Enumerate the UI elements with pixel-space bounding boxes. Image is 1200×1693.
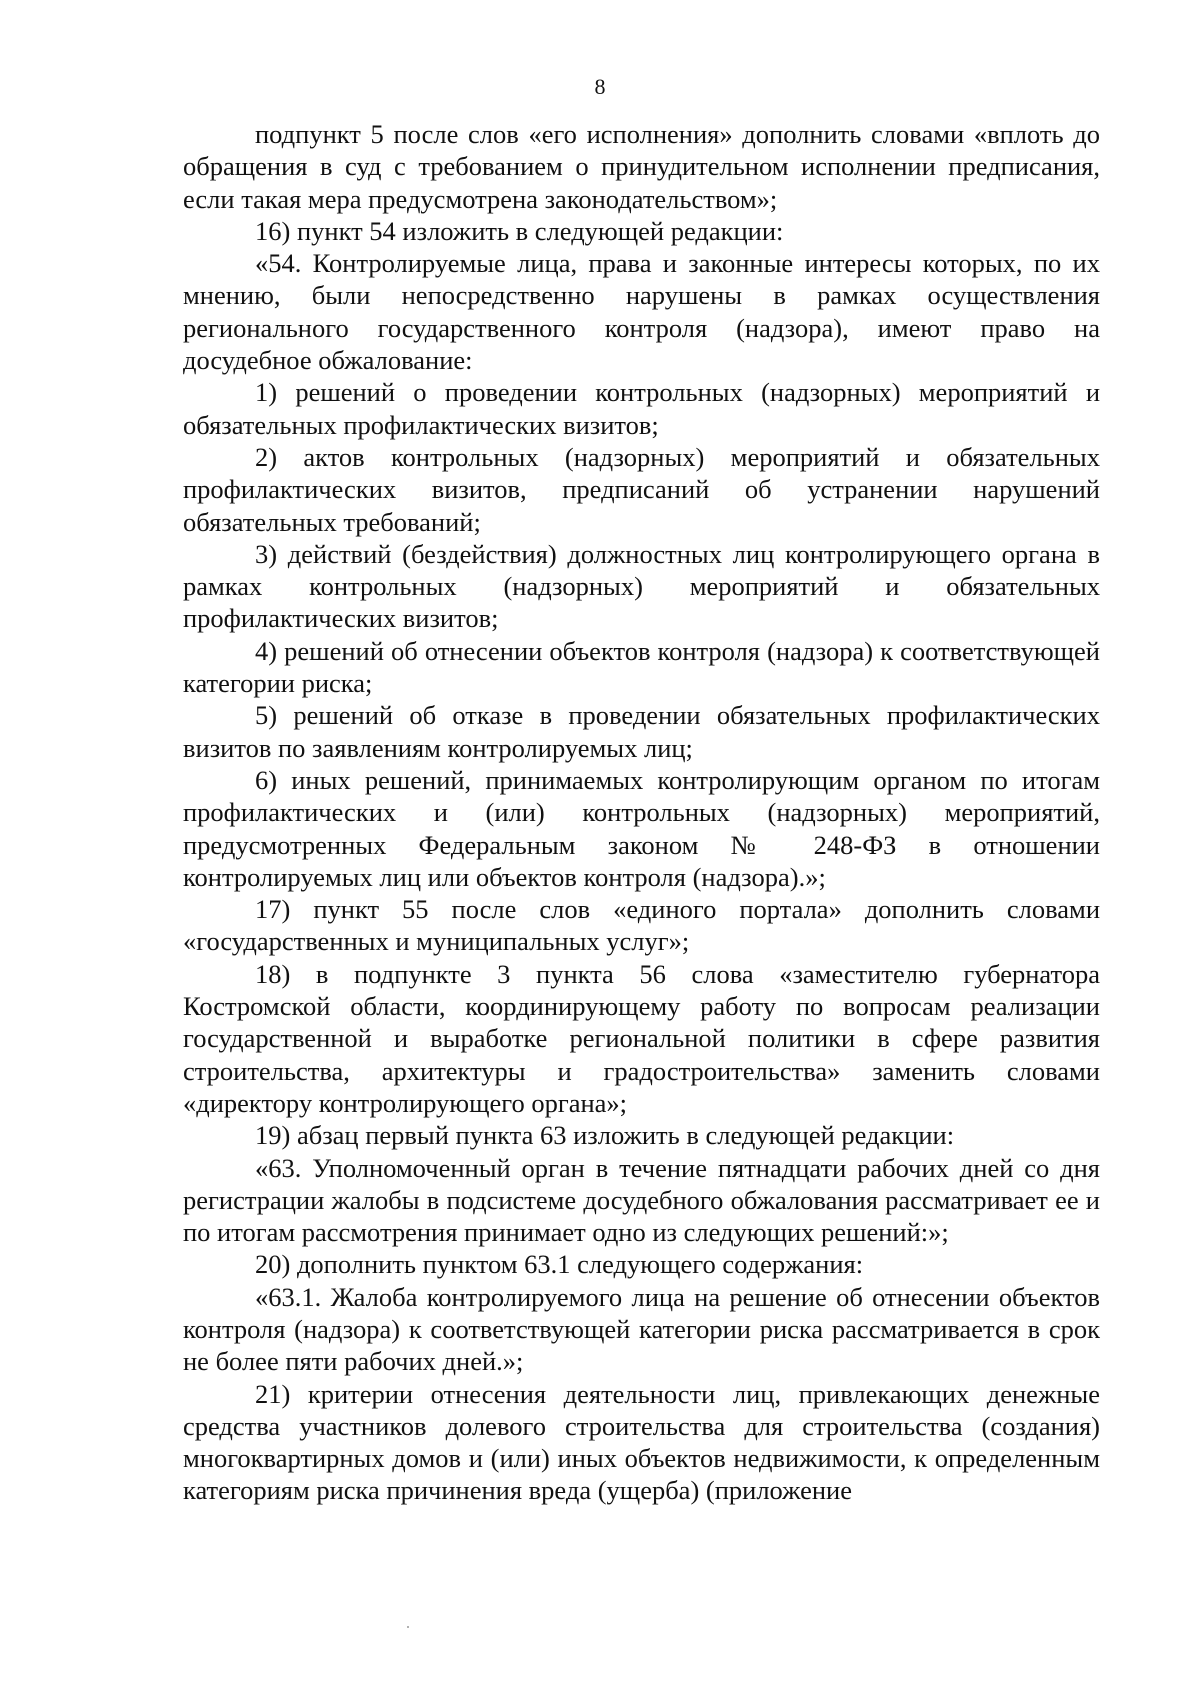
paragraph-item-19: 19) абзац первый пункта 63 изложить в следующей редакции: [255, 1120, 955, 1151]
scan-speck [407, 1626, 409, 1628]
paragraph-item-16: 16) пункт 54 изложить в следующей редакции: [255, 215, 784, 246]
paragraph-subitem-5: подпункт 5 после слов «его исполнения» дополнить словами «вплоть до обращения в суд с требованием о принудительном исполнении предписания, если такая мера предусмотрена законодательством»; [183, 119, 1100, 214]
paragraph-list-3: 3) действий (бездействия) должностных лиц контролирующего органа в рамках контрольных (надзорных) мероприятий и обязательных профилактических визитов; [183, 538, 1100, 634]
paragraph-item-17: 17) пункт 55 после слов «единого портала» дополнить словами «государственных и муниципальных услуг»; [183, 894, 1100, 957]
paragraph-clause-54: «54. Контролируемые лица, права и законные интересы которых, по их мнению, были непосредственно нарушены в рамках осуществления регионального государственного контроля (надзора), имеют право на досудебное обжалование: [183, 248, 1100, 376]
paragraph-list-2: 2) актов контрольных (надзорных) мероприятий и обязательных профилактических визитов, предписаний об устранении нарушений обязательных требований; [183, 441, 1100, 537]
paragraph-list-1: 1) решений о проведении контрольных (надзорных) мероприятий и обязательных профилактических визитов; [183, 377, 1100, 440]
paragraph-item-20: 20) дополнить пунктом 63.1 следующего содержания: [255, 1249, 864, 1280]
document-body [183, 118, 1100, 1507]
paragraph-clause-63: «63. Уполномоченный орган в течение пятнадцати рабочих дней со дня регистрации жалобы в подсистеме досудебного обжалования рассматривает ее и по итогам рассмотрения принимает одно из следующих решений:»; [183, 1152, 1100, 1248]
page-number: 8 [594, 74, 606, 99]
paragraph-item-18: 18) в подпункте 3 пункта 56 слова «заместителю губернатора Костромской области, координирующему работу по вопросам реализации государственной и выработке региональной политики в сфере развития строительства, архитектуры и градостроительства» заменить словами «директору контролирующего органа»; [183, 958, 1100, 1118]
paragraph-list-4: 4) решений об отнесении объектов контроля (надзора) к соответствующей категории риска; [183, 635, 1100, 699]
paragraph-list-5: 5) решений об отказе в проведении обязательных профилактических визитов по заявлениям контролируемых лиц; [183, 700, 1100, 763]
paragraph-clause-63-1: «63.1. Жалоба контролируемого лица на решение об отнесении объектов контроля (надзора) к соответствующей категории риска рассматривается в срок не более пяти рабочих дней.»; [183, 1281, 1100, 1377]
paragraph-list-6: 6) иных решений, принимаемых контролирующим органом по итогам профилактических и (или) контрольных (надзорных) мероприятий, предусмотренных Федеральным законом № 248-ФЗ в отношении контролируемых лиц или объектов контроля (надзора).»; [183, 764, 1100, 892]
paragraph-item-21: 21) критерии отнесения деятельности лиц, привлекающих денежные средства участников долевого строительства для строительства (создания) многоквартирных домов и (или) иных объектов недвижимости, к определенным категориям риска причинения вреда (ущерба) (приложение [183, 1378, 1100, 1506]
